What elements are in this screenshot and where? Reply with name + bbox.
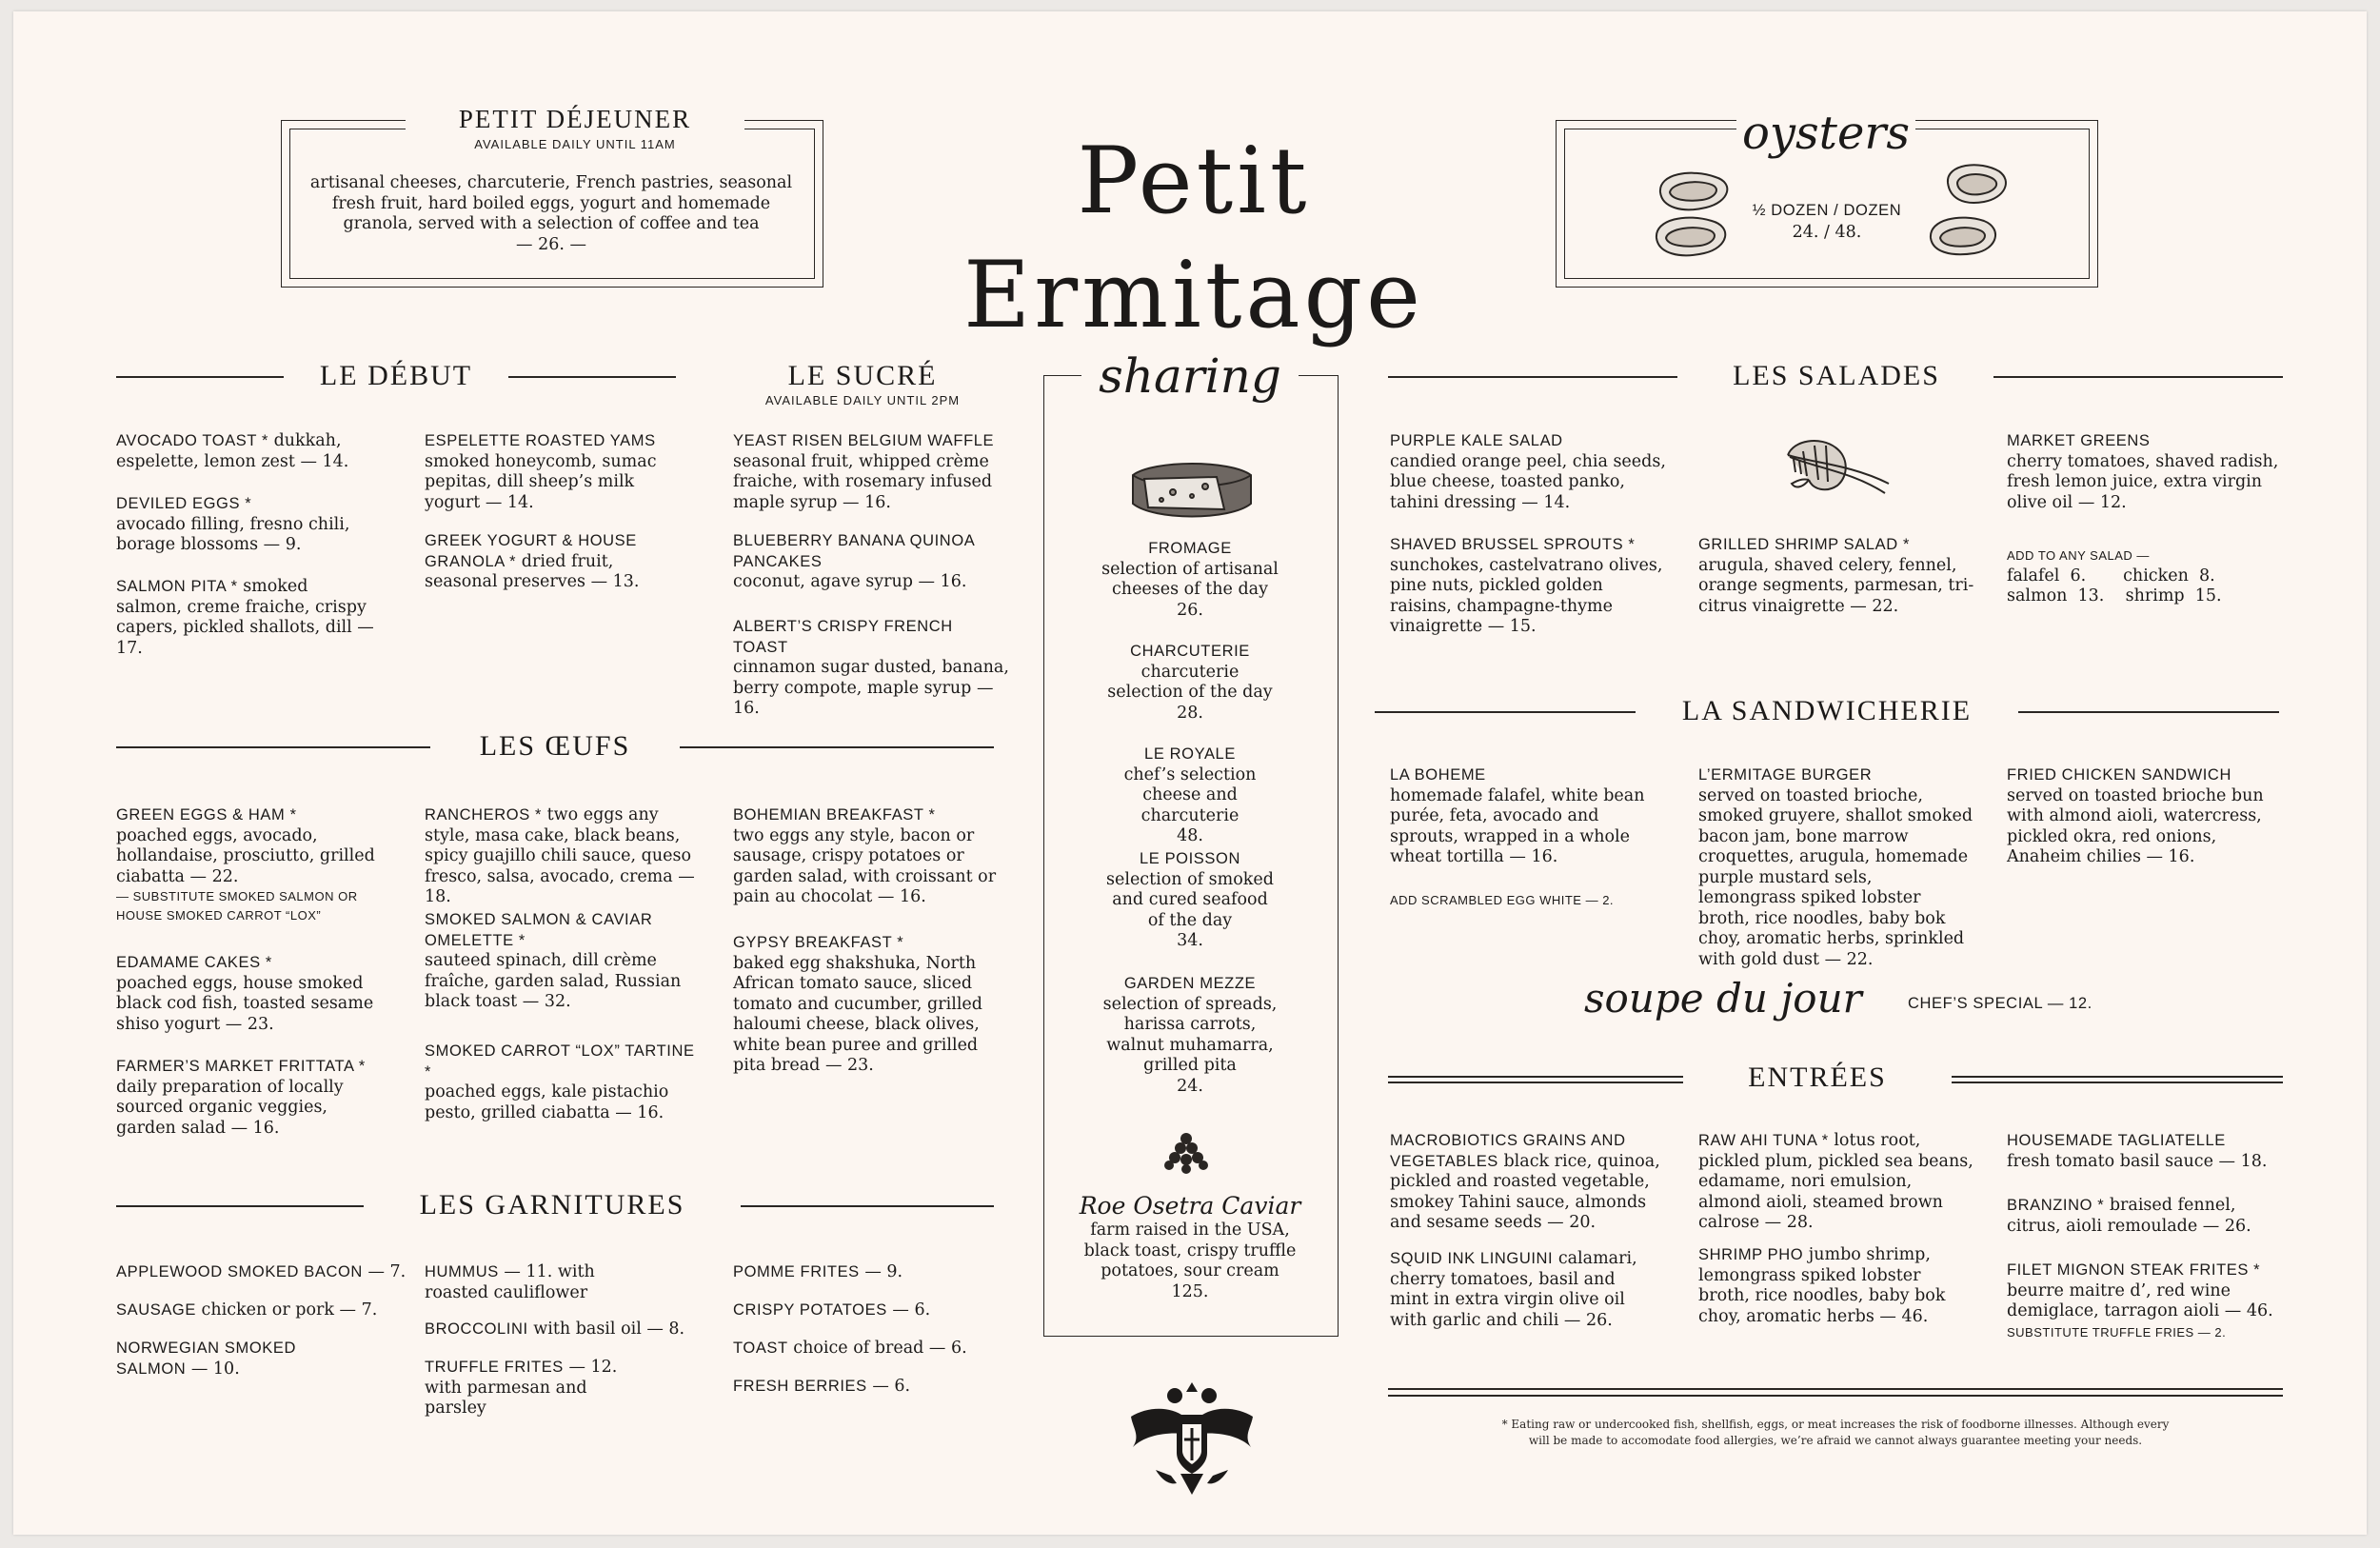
menu-item: CRISPY POTATOES — 6. — [733, 1300, 931, 1320]
menu-item: LA BOHEME homemade falafel, white bean purée, feta, avocado and sprouts, wrapped in a whole wheat tortilla — 16. — [1390, 766, 1645, 866]
menu-item: ESPELETTE ROASTED YAMS smoked honeycomb, sumac pepitas, dill sheep’s milk yogurt — 14. — [425, 432, 657, 512]
petit-dejeuner-title: PETIT DÉJEUNER — [458, 105, 692, 133]
menu-item: SMOKED SALMON & CAVIAR OMELETTE * sauteed spinach, dill crème fraîche, garden salad, Russian black toast — 32. — [425, 911, 682, 1011]
menu-item: GREEN EGGS & HAM * poached eggs, avocado, hollandaise, prosciutto, grilled ciabatta — 22. — SUBSTITUTE SMOKED SALMON OR HOUSE SMOKED CARROT “LOX” — [116, 806, 375, 923]
menu-item: SHAVED BRUSSEL SPROUTS * sunchokes, castelvatrano olives, pine nuts, pickled golden raisins, champagne-thyme vinaigrette — 15. — [1390, 536, 1663, 636]
menu-item: EDAMAME CAKES * poached eggs, house smoked black cod fish, toasted sesame shiso yogurt — 23. — [116, 954, 374, 1034]
sharing-item: LE POISSON selection of smoked and cured seafood of the day 34. — [1106, 850, 1274, 950]
sandwicherie-note: ADD SCRAMBLED EGG WHITE — 2. — [1390, 893, 1615, 907]
menu-item: BRANZINO * braised fennel, citrus, aioli remoulade — 26. — [2007, 1196, 2251, 1236]
menu-item: MARKET GREENS cherry tomatoes, shaved radish, fresh lemon juice, extra virgin olive oil — 12. — [2007, 432, 2279, 512]
menu-item: RAW AHI TUNA * lotus root, pickled plum, pickled sea beans, edamame, nori emulsion, almond aioli, steamed brown calrose — 28. — [1698, 1131, 1973, 1232]
menu-item: SMOKED CARROT “LOX” TARTINE * poached eggs, kale pistachio pesto, grilled ciabatta — 16. — [425, 1042, 695, 1122]
menu-sheet — [13, 11, 2367, 1535]
logo-title: Petit Ermitage — [963, 128, 1424, 348]
soupe-desc: CHEF’S SPECIAL — 12. — [1908, 995, 2092, 1012]
sharing-item: LE ROYALE chef’s selection cheese and charcuterie 48. — [1123, 745, 1257, 845]
oysters-qty: ½ DOZEN / DOZEN — [1752, 202, 1902, 219]
menu-item: FARMER’S MARKET FRITTATA * daily preparation of locally sourced organic veggies, garden salad — 16. — [116, 1058, 366, 1138]
menu-item: RANCHEROS * two eggs any style, masa cake, black beans, spicy guajillo chili sauce, queso fresco, salsa, avocado, crema — 18. — [425, 805, 695, 906]
menu-item: SAUSAGE chicken or pork — 7. — [116, 1300, 378, 1320]
menu-item: L’ERMITAGE BURGER served on toasted brioche, smoked gruyere, shallot smoked bacon jam, bone marrow croquettes, arugula, homemade purple mustard sels, lemongrass spiked lobster broth, rice noodles, baby bok choy, aromatic herbs, sprinkled with gold dust — 22. — [1698, 766, 1973, 969]
menu-item: PURPLE KALE SALAD candied orange peel, chia seeds, blue cheese, toasted panko, tahini dressing — 14. — [1390, 432, 1666, 512]
menu-item: SALMON PITA * smoked salmon, creme fraiche, crispy capers, pickled shallots, dill — 17. — [116, 577, 374, 658]
menu-item: APPLEWOOD SMOKED BACON — 7. — [116, 1262, 407, 1281]
salad-add-ons: ADD TO ANY SALAD — falafel 6. chicken 8. salmon 13. shrimp 15. — [2007, 548, 2222, 605]
menu-item: BROCCOLINI with basil oil — 8. — [425, 1320, 685, 1339]
sandwicherie-title: LA SANDWICHERIE — [1681, 695, 1973, 726]
menu-item: POMME FRITES — 9. — [733, 1262, 903, 1281]
allergy-footnote: * Eating raw or undercooked fish, shellfish, eggs, or meat increases the risk of foodborne illnesses. Although every will be made to accomodate food allergies, we’re afraid we cannot always guarantee meeting your needs. — [1501, 1418, 2170, 1447]
menu-item: AVOCADO TOAST * dukkah, espelette, lemon zest — 14. — [116, 431, 349, 471]
le-sucre-sub: AVAILABLE DAILY UNTIL 2PM — [764, 393, 961, 407]
petit-dejeuner-desc: artisanal cheeses, charcuterie, French pastries, seasonal fresh fruit, hard boiled eggs, yogurt and homemade granola, served with a selection of coffee and tea — 26. — — [309, 173, 793, 254]
menu-item: SHRIMP PHO jumbo shrimp, lemongrass spiked lobster broth, rice noodles, baby bok choy, aromatic herbs — 46. — [1698, 1245, 1946, 1326]
oysters-price: 24. / 48. — [1792, 223, 1862, 242]
le-debut-title: LE DÉBUT — [319, 360, 473, 391]
caviar-icon — [1156, 1121, 1219, 1175]
cheese-icon — [1125, 454, 1259, 526]
menu-item: FRIED CHICKEN SANDWICH served on toasted brioche bun with almond aioli, watercress, pickled okra, red onions, Anaheim chilies — 16. — [2007, 766, 2264, 866]
menu-item: FRESH BERRIES — 6. — [733, 1377, 911, 1396]
menu-item: HOUSEMADE TAGLIATELLE fresh tomato basil sauce — 18. — [2007, 1132, 2268, 1171]
sharing-item: CHARCUTERIE charcuterie selection of the day 28. — [1107, 643, 1273, 723]
shrimp-icon — [1775, 430, 1898, 506]
oyster-icon — [1921, 154, 2016, 268]
menu-item: MACROBIOTICS GRAINS AND VEGETABLES black rice, quinoa, pickled and roasted vegetable, smokey Tahini sauce, almonds and sesame seeds — 20. — [1390, 1132, 1660, 1232]
menu-item: GRILLED SHRIMP SALAD * arugula, shaved celery, fennel, orange segments, parmesan, tri-citrus vinaigrette — 22. — [1698, 536, 1974, 616]
menu-item: GREEK YOGURT & HOUSE GRANOLA * dried fruit, seasonal preserves — 13. — [425, 532, 640, 591]
sharing-title: sharing — [1099, 348, 1281, 404]
soupe-title: soupe du jour — [1584, 975, 1862, 1022]
menu-item: NORWEGIAN SMOKED SALMON — 10. — [116, 1340, 296, 1379]
menu-item: TOAST choice of bread — 6. — [733, 1339, 967, 1358]
oysters-title: oysters — [1742, 107, 1910, 160]
caviar-item: Roe Osetra Caviar farm raised in the USA, black toast, crispy truffle potatoes, sour cream 125. — [1079, 1192, 1301, 1301]
les-oeufs-title: LES ŒUFS — [479, 730, 631, 762]
menu-item: ALBERT’S CRISPY FRENCH TOAST cinnamon sugar dusted, banana, berry compote, maple syrup — 16. — [733, 618, 1009, 718]
les-salades-title: LES SALADES — [1733, 360, 1940, 391]
menu-item: SQUID INK LINGUINI calamari, cherry tomatoes, basil and mint in extra virgin olive oil with garlic and chili — 26. — [1390, 1249, 1637, 1330]
menu-item: YEAST RISEN BELGIUM WAFFLE seasonal fruit, whipped crème fraiche, with rosemary infused maple syrup — 16. — [733, 432, 995, 512]
double-eagle-crest-icon — [1127, 1379, 1257, 1500]
les-garnitures-title: LES GARNITURES — [419, 1189, 685, 1221]
menu-item: DEVILED EGGS * avocado filling, fresno chili, borage blossoms — 9. — [116, 495, 350, 554]
oyster-icon — [1649, 164, 1744, 268]
menu-item: BOHEMIAN BREAKFAST * two eggs any style, bacon or sausage, crispy potatoes or garden salad, with croissant or pain au chocolat — 16. — [733, 806, 997, 906]
le-sucre-title: LE SUCRÉ — [787, 360, 938, 391]
menu-item: FILET MIGNON STEAK FRITES * beurre maitre d’, red wine demiglace, tarragon aioli — 46. SUBSTITUTE TRUFFLE FRIES — 2. — [2007, 1261, 2273, 1340]
entrees-title: ENTRÉES — [1748, 1062, 1887, 1093]
sharing-item: FROMAGE selection of artisanal cheeses of the day 26. — [1101, 540, 1279, 620]
menu-item: BLUEBERRY BANANA QUINOA PANCAKES coconut, agave syrup — 16. — [733, 532, 975, 591]
petit-dejeuner-sub: AVAILABLE DAILY UNTIL 11AM — [474, 137, 676, 151]
menu-item: HUMMUS — 11. with roasted cauliflower — [425, 1262, 595, 1302]
menu-item: TRUFFLE FRITES — 12. with parmesan and parsley — [425, 1358, 618, 1418]
menu-item: GYPSY BREAKFAST * baked egg shakshuka, North African tomato sauce, sliced tomato and cucumber, grilled haloumi cheese, black olives, white bean puree and grilled pita bread — 23. — [733, 934, 982, 1075]
sharing-item: GARDEN MEZZE selection of spreads, harissa carrots, walnut muhamarra, grilled pita 24. — [1102, 975, 1278, 1096]
